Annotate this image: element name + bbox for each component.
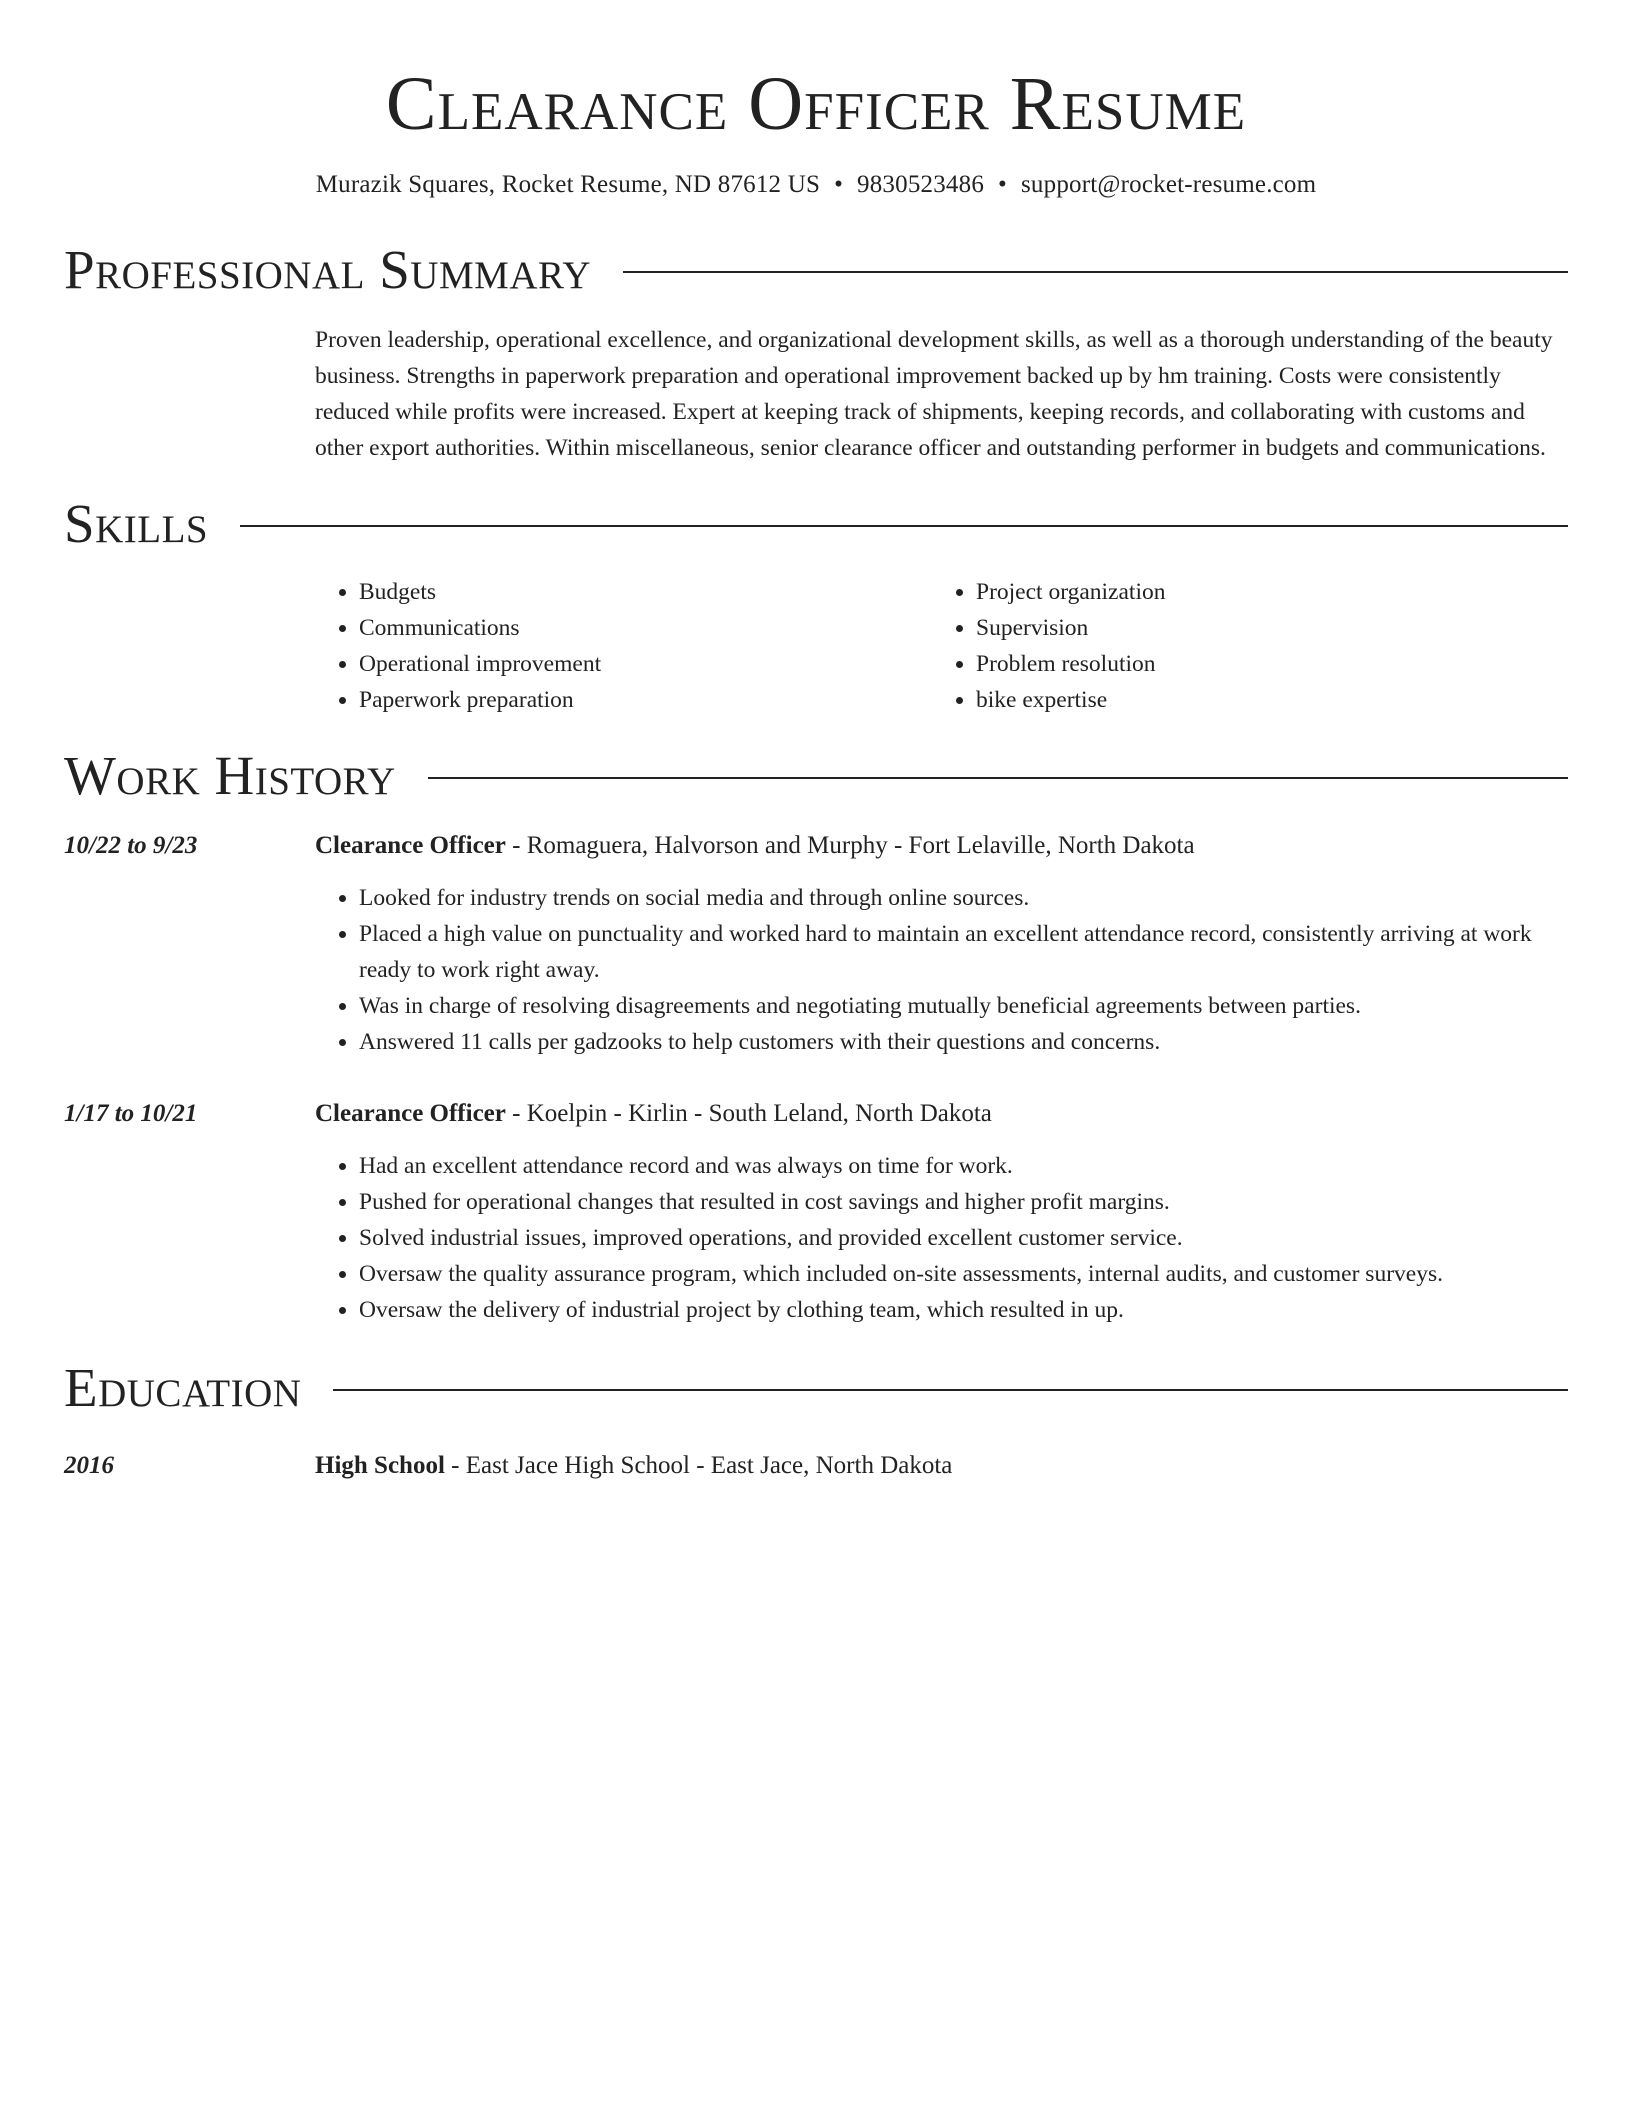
job-bullet: • Answered 11 calls per gadzooks to help customers with their questions and concerns.: [359, 1024, 1568, 1060]
summary-section-header: [64, 236, 1568, 304]
contact-line: [64, 168, 1568, 202]
job-bullet: • Oversaw the delivery of industrial project by clothing team, which resulted in up.: [359, 1292, 1568, 1328]
skill-item: • Budgets: [359, 574, 976, 610]
skill-item: • bike expertise: [976, 682, 1165, 718]
job-body: [315, 828, 1568, 1060]
skill-item: • Problem resolution: [976, 646, 1165, 682]
job-bullets: [315, 1148, 1568, 1328]
summary-text: Proven leadership, operational excellence, and organizational development skills, as well as a thorough understanding of the beauty business. Strengths in paperwork preparation and operational improvement backed up by hm training. Costs were consistently reduced while profits were increased. Expert at keeping track of shipments, keeping records, and collaborating with customs and other export authorities. Within miscellaneous, senior clearance officer and outstanding performer in budgets and communications.: [315, 327, 1553, 461]
skills-list: [315, 574, 1568, 718]
education-school-details: - East Jace High School - East Jace, North Dakota: [444, 1452, 953, 1479]
skills-heading: Skills: [64, 493, 209, 554]
contact-separator: •: [834, 171, 844, 198]
job-bullet: • Was in charge of resolving disagreements and negotiating mutually beneficial agreements between parties.: [359, 988, 1568, 1024]
job-bullet: • Had an excellent attendance record and was always on time for work.: [359, 1148, 1568, 1184]
skills-column-right: [976, 574, 1165, 718]
job-title-line: [315, 1096, 1568, 1132]
job-title: Clearance Officer: [315, 832, 506, 859]
job-title: Clearance Officer: [315, 1100, 506, 1127]
job-employer-details: - Koelpin - Kirlin - South Leland, North Dakota: [505, 1100, 992, 1127]
job-bullet: • Oversaw the quality assurance program, which included on-site assessments, internal audits, and customer surveys.: [359, 1256, 1568, 1292]
education-degree: High School: [315, 1452, 445, 1479]
education-heading: Education: [64, 1357, 302, 1418]
resume-page: [64, 0, 1568, 1484]
section-divider: [623, 271, 1568, 273]
contact-address: Murazik Squares, Rocket Resume, ND 87612 US: [315, 171, 821, 198]
job-bullet: • Placed a high value on punctuality and worked hard to maintain an excellent attendance record, consistently arriving at work ready to work right away.: [359, 916, 1568, 988]
job-dates: 10/22 to 9/23: [64, 832, 198, 859]
job-entry: [64, 1096, 1568, 1328]
work-heading: Work History: [64, 745, 396, 806]
skill-item: • Paperwork preparation: [359, 682, 976, 718]
contact-phone: 9830523486: [857, 171, 985, 198]
section-divider: [333, 1389, 1568, 1391]
skills-section-header: [64, 490, 1568, 558]
job-bullet: • Looked for industry trends on social media and through online sources.: [359, 880, 1568, 916]
skill-item: • Project organization: [976, 574, 1165, 610]
section-divider: [240, 525, 1568, 527]
job-employer-details: - Romaguera, Halvorson and Murphy - Fort Lelaville, North Dakota: [505, 832, 1195, 859]
skills-column-left: [315, 574, 976, 718]
job-bullet: • Solved industrial issues, improved operations, and provided excellent customer service.: [359, 1220, 1568, 1256]
job-body: [315, 1096, 1568, 1328]
contact-separator: •: [998, 171, 1007, 198]
job-dates: 1/17 to 10/21: [64, 1100, 198, 1127]
skill-item: • Operational improvement: [359, 646, 976, 682]
job-entry: [64, 828, 1568, 1060]
education-section-header: [64, 1354, 1568, 1422]
job-bullets: [315, 880, 1568, 1060]
education-entry: [64, 1448, 1568, 1484]
education-body: [315, 1448, 1568, 1484]
contact-email: support@rocket-resume.com: [1020, 171, 1317, 198]
skill-item: • Supervision: [976, 610, 1165, 646]
education-year: 2016: [64, 1452, 114, 1479]
education-title-line: [315, 1448, 1568, 1484]
section-divider: [428, 777, 1568, 779]
work-section-header: [64, 742, 1568, 810]
summary-heading: Professional Summary: [64, 239, 592, 300]
job-bullet: • Pushed for operational changes that resulted in cost savings and higher profit margins.: [359, 1184, 1568, 1220]
resume-title: Clearance Officer Resume: [385, 62, 1247, 146]
skill-item: • Communications: [359, 610, 976, 646]
job-title-line: [315, 828, 1568, 864]
